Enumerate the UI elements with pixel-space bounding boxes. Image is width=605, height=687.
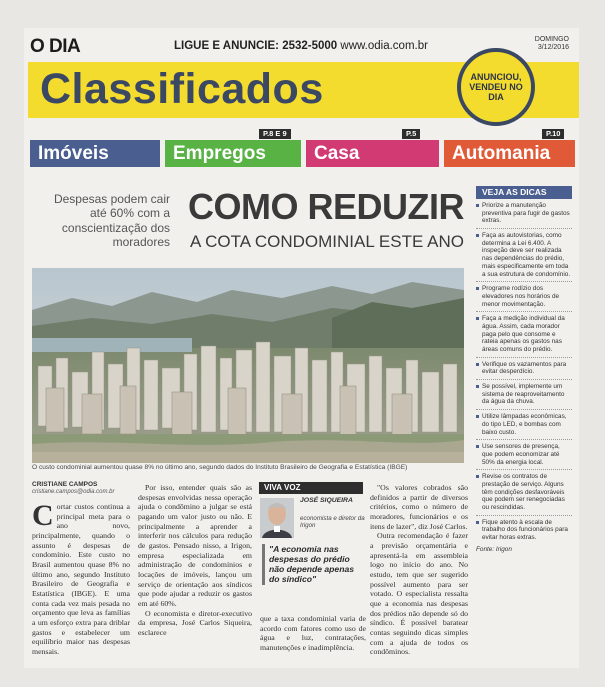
- tip-item: Revise os contratos de prestação de serviço. Alguns têm condições desfavoráveis que podem ser renegociadas ou rescindidas.: [476, 473, 572, 511]
- photo-caption: O custo condominial aumentou quase 8% no último ano, segundo dados do Instituto Brasileiro de Geografia e Estatística (IBGE): [32, 464, 408, 471]
- drop-cap: C: [32, 499, 54, 532]
- section-tab-empregos[interactable]: Empregos: [165, 140, 301, 167]
- tip-item: Utilize lâmpadas econômicas, do tipo LED, e bombas com baixo custo.: [476, 413, 572, 436]
- empregos-page-tag: P.8 E 9: [259, 129, 291, 139]
- tip-item: Se possível, implemente um sistema de reaproveitamento da água da chuva.: [476, 383, 572, 406]
- vivavoz-quote: "A economia nas despesas do prédio não depende apenas do síndico": [262, 544, 364, 585]
- article-column-2: [138, 483, 252, 638]
- article-col3-text: que a taxa condominial varia de acordo com fatores como uso de água e luz, contratações, manutenções e inadimplência.: [260, 614, 366, 652]
- article-paragraph: "Os valores cobrados são definidos a partir de diversos critérios, como o número de moradores, funcionários e os itens de lazer", diz José Carlos.: [370, 483, 468, 531]
- aerial-city-photo: [32, 268, 464, 463]
- issue-date-value: 3/12/2016: [537, 44, 569, 52]
- newspaper-page: [24, 28, 579, 668]
- newspaper-logo[interactable]: O DIA: [30, 36, 81, 57]
- section-tab-imoveis[interactable]: Imóveis: [30, 140, 160, 167]
- automania-page-tag: P.10: [542, 129, 564, 139]
- author-email[interactable]: cristiane.campos@odia.com.br: [32, 489, 115, 495]
- section-tab-casa[interactable]: Casa: [306, 140, 439, 167]
- article-paragraph: Por isso, entender quais são as despesas envolvidas nessa operação ajuda o condômino a julgar se está pagando um valor justo ou não. E principalmente a aprender a interferir nos cálculos para redução de gastos. Pensado nisso, a Irigon, empresa especializada em administração de condomínios e locações de imóveis, lançou um serviço de orientação aos síndicos que pode ajudar a reduzir os gastos em até 60%.: [138, 483, 252, 608]
- promo-badge: ANUNCIOU, VENDEU NO DIA: [457, 48, 535, 126]
- article-column-4: [370, 483, 468, 657]
- phone-line: LIGUE E ANUNCIE: 2532-5000: [174, 40, 338, 52]
- article-paragraph: O economista e diretor-executivo da empresa, José Carlos Siqueira, esclarece: [138, 608, 252, 637]
- casa-page-tag: P.5: [402, 129, 420, 139]
- tip-item: Priorize a manutenção preventiva para fugir de gastos extras.: [476, 202, 572, 225]
- headline-deck: Despesas podem cair até 60% com a conscientização dos moradores: [53, 192, 170, 250]
- article-column-3: [260, 614, 366, 653]
- article-paragraph: Outra recomendação é fazer a previsão orçamentária e apresentá-la em assembleia logo no início do ano. No estudo, tem que ser sugerido possível aumento para ser votado. O especialista ressalta que a economia nas despesas dos prédios não depende só do síndico. É possível baratear contas seguindo dicas simples com a ajuda de todos os condôminos.: [370, 531, 468, 657]
- tip-item: Verifique os vazamentos para evitar desperdício.: [476, 361, 572, 376]
- article-column-1: [32, 499, 130, 657]
- tip-item: Programe rodízio dos elevadores nos horários de menor movimentação.: [476, 285, 572, 308]
- vivavoz-role: economista e diretor da Irigon: [300, 515, 365, 530]
- article-col1-text: ortar custos continua a principal meta para o ano novo, principalmente, quando o assunto é despesas de condomínio. Este custo no Brasil aumentou quase 8% no último ano, segundo Instituto Brasileiro de Geografia e Estatística (IBGE). E uma conta cada vez mais pesada no orçamento que leva as famílias a um esforço extra para driblar gastos e estabelecer um equilíbrio maior nas despesas mensais.: [32, 502, 130, 656]
- issue-date: [535, 36, 569, 52]
- website-link[interactable]: www.odia.com.br: [340, 40, 428, 52]
- vivavoz-header: VIVA VOZ: [259, 482, 363, 494]
- article-author: CRISTIANE CAMPOS: [32, 481, 98, 488]
- contact-line: [174, 40, 428, 52]
- tips-header: VEJA AS DICAS: [476, 186, 572, 199]
- section-tab-automania[interactable]: Automania: [444, 140, 575, 167]
- headline-subtitle: A COTA CONDOMINIAL ESTE ANO: [190, 232, 464, 251]
- issue-day: DOMINGO: [534, 36, 569, 43]
- tips-source: Fonte: Irigon: [476, 545, 512, 553]
- tip-item: Faça a medição individual da água. Assim, cada morador paga pelo que consome e rateia apenas os gastos nas áreas comuns do prédio.: [476, 315, 572, 353]
- tips-list: [476, 202, 572, 553]
- tip-item: Faça as autovistorias, como determina a Lei 6.400. A inspeção deve ser realizada nas dependências do prédio, mais especificamente em toda a sua estrutura de condomínio.: [476, 232, 572, 278]
- vivavoz-name: JOSÉ SIQUEIRA: [300, 497, 353, 504]
- section-title: Classificados: [40, 65, 324, 113]
- tip-item: Use sensores de presença, que podem economizar até 50% da energia local.: [476, 443, 572, 466]
- headline-title: COMO REDUZIR: [188, 186, 464, 227]
- tip-item: Fique atento à escala de trabalho dos funcionários para evitar horas extras.: [476, 519, 572, 542]
- portrait-photo: [260, 498, 294, 538]
